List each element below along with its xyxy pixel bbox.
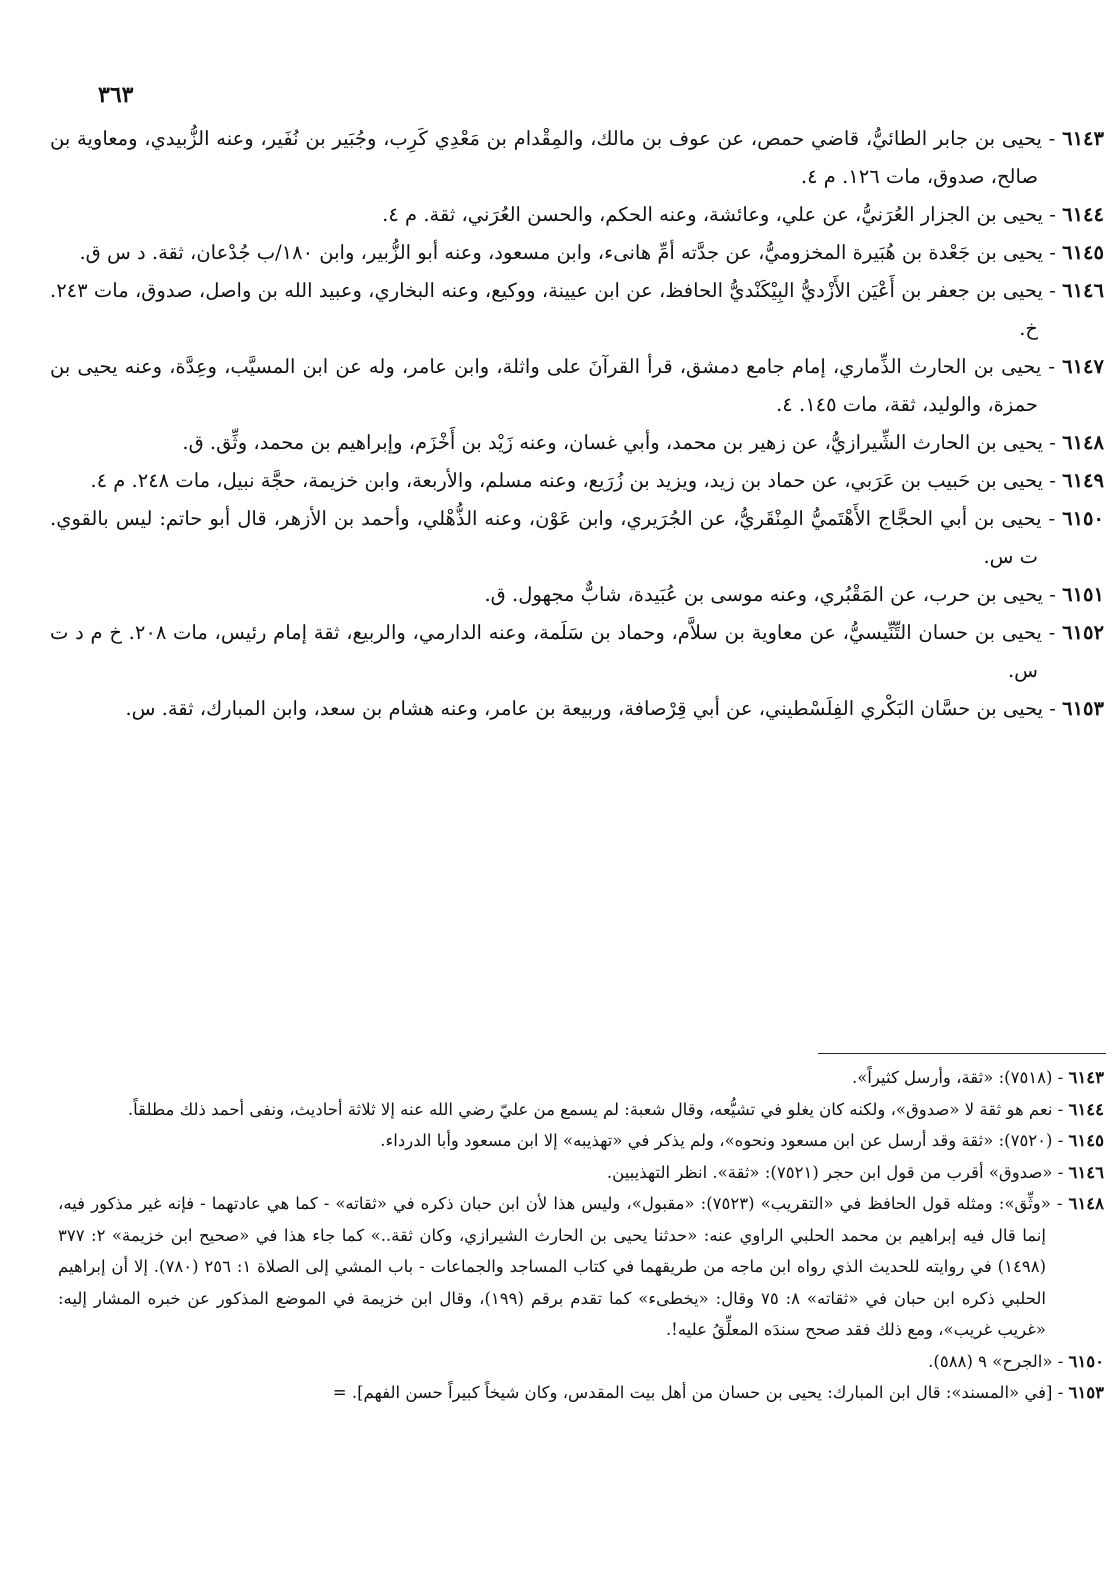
entry-number: ٦١٥١ xyxy=(1062,583,1104,606)
entry-number: ٦١٥٣ xyxy=(1062,697,1104,720)
entry-6145: ٦١٤٥ - يحيى بن جَعْدة بن هُبَيرة المخزوميُّ، عن جدَّته أمِّ هانىء، وابن مسعود، وعنه أبو الزُّبير، وابن ١٨٠/ب جُدْعان، ثقة. د س ق. xyxy=(79,241,1104,264)
entry-text: يحيى بن أبي الحجَّاج الأَهْتَميُّ المِنْقَريُّ، عن الجُرَيري، وابن عَوْن، وعنه الذُّهْلي، وأحمد بن الأزهر، قال أبو حاتم: ليس بالقوي. ت س. xyxy=(50,507,1042,568)
entry-text: يحيى بن حسَّان البَكْري الفِلَسْطيني، عن أبي قِرْصافة، وربيعة بن عامر، وعنه هشام بن سعد، وابن المبارك، ثقة. س. xyxy=(125,697,1044,720)
entry-number: ٦١٤٣ xyxy=(1062,127,1104,150)
entry-6153: ٦١٥٣ - يحيى بن حسَّان البَكْري الفِلَسْطيني، عن أبي قِرْصافة، وربيعة بن عامر، وعنه هشام بن سعد، وابن المبارك، ثقة. س. xyxy=(125,697,1104,720)
entry-6147: ٦١٤٧ - يحيى بن الحارث الذِّماري، إمام جامع دمشق، قرأ القرآنَ على واثلة، وابن عامر، وله عن ابن المسيَّب، وعِدَّة، وعنه يحيى بن حمزة، والوليد، ثقة، مات ١٤٥. ٤. xyxy=(50,355,1104,416)
entry-number: ٦١٤٦ xyxy=(1062,279,1104,302)
footnote-6153: ٦١٥٣ - [في «المسند»: قال ابن المبارك: يحيى بن حسان من أهل بيت المقدس، وكان شيخاً كبيراً حسن الفهم]. = xyxy=(332,1383,1104,1402)
entry-text: يحيى بن جعفر بن أَعْيَن الأَزْديُّ البِيْكَنْديُّ الحافظ، عن ابن عيينة، ووكيع، وعنه البخاري، وعبيد الله بن واصل، صدوق، مات ٢٤٣. خ. xyxy=(50,279,1043,340)
entry-6149: ٦١٤٩ - يحيى بن حَبيب بن عَرَبي، عن حماد بن زيد، ويزيد بن زُرَيع، وعنه مسلم، والأربعة، وابن خزيمة، حجَّة نبيل، مات ٢٤٨. م ٤. xyxy=(90,469,1104,492)
entry-number: ٦١٤٥ xyxy=(1062,241,1104,264)
entry-text: يحيى بن حَبيب بن عَرَبي، عن حماد بن زيد، ويزيد بن زُرَيع، وعنه مسلم، والأربعة، وابن خزيمة، حجَّة نبيل، مات ٢٤٨. م ٤. xyxy=(90,469,1044,492)
entry-number: ٦١٤٩ xyxy=(1062,469,1104,492)
footnote-number: ٦١٤٣ xyxy=(1068,1068,1104,1087)
footnotes xyxy=(58,1062,1104,1409)
footnote-6148: ٦١٤٨ - «وثِّق»: ومثله قول الحافظ في «التقريب» (٧٥٢٣): «مقبول»، وليس هذا لأن ابن حبان ذكره في «ثقاته» - كما هي عادتهما - فإنه غير مذكور فيه، إنما قال فيه إبراهيم بن محمد الحلبي الراوي عنه: «حدثنا يحيى بن الحارث الشيرازي، وكان ثقة..» كما جاء هذا في «صحيح ابن خزيمة» ٢: ٣٧٧ (١٤٩٨) في روايته للحديث الذي رواه ابن ماجه من طريقهما في كتاب المساجد والجماعات - باب المشي إلى الصلاة ١: ٢٥٦ (٧٨٠). إلا أن إبراهيم الحلبي ذكره ابن حبان في «ثقاته» ٨: ٧٥ وقال: «يخطىء» كما تقدم برقم (١٩٩)، وقال ابن خزيمة في الموضع المذكور عن خبره المشار إليه: «غريب غريب»، ومع ذلك فقد صحح سندَه المعلِّقُ عليه!. xyxy=(58,1194,1104,1339)
footnote-number: ٦١٤٥ xyxy=(1068,1131,1104,1150)
entry-6152: ٦١٥٢ - يحيى بن حسان التِّنِّيسيُّ، عن معاوية بن سلاَّم، وحماد بن سَلَمة، وعنه الدارمي، والربيع، ثقة إمام رئيس، مات ٢٠٨. خ م د ت س. xyxy=(50,621,1104,682)
entry-number: ٦١٤٤ xyxy=(1062,203,1104,226)
entry-number: ٦١٤٨ xyxy=(1062,431,1104,454)
entry-number: ٦١٥٢ xyxy=(1062,621,1104,644)
footnote-number: ٦١٥٠ xyxy=(1068,1351,1104,1371)
entry-text: يحيى بن الحارث الشِّيرازيُّ، عن زهير بن محمد، وأبي غسان، وعنه زَيْد بن أَخْزَم، وإبراهيم بن محمد، وثِّق. ق. xyxy=(182,431,1044,454)
footnote-text: (٧٥١٨): «ثقة، وأرسل كثيراً». xyxy=(851,1068,1053,1087)
entry-6144: ٦١٤٤ - يحيى بن الجزار العُرَنيُّ، عن علي، وعائشة، وعنه الحكم، والحسن العُرَني، ثقة. م ٤. xyxy=(382,203,1104,226)
entry-6146: ٦١٤٦ - يحيى بن جعفر بن أَعْيَن الأَزْديُّ البِيْكَنْديُّ الحافظ، عن ابن عيينة، ووكيع، وعنه البخاري، وعبيد الله بن واصل، صدوق، مات ٢٤٣. خ. xyxy=(50,279,1104,340)
entry-text: يحيى بن جابر الطائيُّ، قاضي حمص، عن عوف بن مالك، والمِقْدام بن مَعْدِي كَرِب، وجُبَير بن نُفَير، وعنه الزُّبيدي، ومعاوية بن صالح، صدوق، مات ١٢٦. م ٤. xyxy=(50,127,1042,188)
footnote-text: [في «المسند»: قال ابن المبارك: يحيى بن حسان من أهل بيت المقدس، وكان شيخاً كبيراً حسن الفهم]. = xyxy=(332,1383,1053,1402)
entry-text: يحيى بن الجزار العُرَنيُّ، عن علي، وعائشة، وعنه الحكم، والحسن العُرَني، ثقة. م ٤. xyxy=(382,203,1044,226)
footnote-text: «الجرح» ٩ (٥٨٨). xyxy=(928,1351,1053,1371)
footnote-text: «وثِّق»: ومثله قول الحافظ في «التقريب» (٧٥٢٣): «مقبول»، وليس هذا لأن ابن حبان ذكره في «ثقاته» - كما هي عادتهما - فإنه غير مذكور فيه، إنما قال فيه إبراهيم بن محمد الحلبي الراوي عنه: «حدثنا يحيى بن الحارث الشيرازي، وكان ثقة..» كما جاء هذا في «صحيح ابن خزيمة» ٢: ٣٧٧ (١٤٩٨) في روايته للحديث الذي رواه ابن ماجه من طريقهما في كتاب المساجد والجماعات - باب المشي إلى الصلاة ١: ٢٥٦ (٧٨٠). إلا أن إبراهيم الحلبي ذكره ابن حبان في «ثقاته» ٨: ٧٥ وقال: «يخطىء» كما تقدم برقم (١٩٩)، وقال ابن خزيمة في الموضع المذكور عن خبره المشار إليه: «غريب غريب»، ومع ذلك فقد صحح سندَه المعلِّقُ عليه!. xyxy=(58,1194,1051,1339)
footnote-number: ٦١٤٦ xyxy=(1068,1162,1104,1182)
entry-number: ٦١٥٠ xyxy=(1062,507,1104,530)
entry-6143: ٦١٤٣ - يحيى بن جابر الطائيُّ، قاضي حمص، عن عوف بن مالك، والمِقْدام بن مَعْدِي كَرِب، وجُبَير بن نُفَير، وعنه الزُّبيدي، ومعاوية بن صالح، صدوق، مات ١٢٦. م ٤. xyxy=(50,127,1104,188)
footnote-divider xyxy=(818,1053,1106,1054)
footnote-6145: ٦١٤٥ - (٧٥٢٠): «ثقة وقد أرسل عن ابن مسعود ونحوه»، ولم يذكر في «تهذيبه» إلا ابن مسعود وأبا الدرداء. xyxy=(380,1131,1104,1150)
main-text xyxy=(50,120,1104,728)
entry-text: يحيى بن جَعْدة بن هُبَيرة المخزوميُّ، عن جدَّته أمِّ هانىء، وابن مسعود، وعنه أبو الزُّبير، وابن ١٨٠/ب جُدْعان، ثقة. د س ق. xyxy=(79,241,1044,264)
entry-text: يحيى بن الحارث الذِّماري، إمام جامع دمشق، قرأ القرآنَ على واثلة، وابن عامر، وله عن ابن المسيَّب، وعِدَّة، وعنه يحيى بن حمزة، والوليد، ثقة، مات ١٤٥. ٤. xyxy=(50,355,1042,416)
footnote-text: نعم هو ثقة لا «صدوق»، ولكنه كان يغلو في تشيُّعه، وقال شعبة: لم يسمع من عليّ رضي الله عنه إلا ثلاثة أحاديث، ونفى أحمد ذلك مطلقاً. xyxy=(127,1099,1053,1119)
footnote-number: ٦١٤٤ xyxy=(1068,1099,1104,1119)
entry-text: يحيى بن حسان التِّنِّيسيُّ، عن معاوية بن سلاَّم، وحماد بن سَلَمة، وعنه الدارمي، والربيع، ثقة إمام رئيس، مات ٢٠٨. خ م د ت س. xyxy=(50,621,1042,682)
entry-6150: ٦١٥٠ - يحيى بن أبي الحجَّاج الأَهْتَميُّ المِنْقَريُّ، عن الجُرَيري، وابن عَوْن، وعنه الذُّهْلي، وأحمد بن الأزهر، قال أبو حاتم: ليس بالقوي. ت س. xyxy=(50,507,1104,568)
footnote-text: «صدوق» أقرب من قول ابن حجر (٧٥٢١): «ثقة». انظر التهذيبين. xyxy=(606,1162,1053,1182)
page-number: ٣٦٣ xyxy=(98,82,134,108)
footnote-text: (٧٥٢٠): «ثقة وقد أرسل عن ابن مسعود ونحوه»، ولم يذكر في «تهذيبه» إلا ابن مسعود وأبا الدرداء. xyxy=(380,1131,1053,1150)
entry-6151: ٦١٥١ - يحيى بن حرب، عن المَقْبُري، وعنه موسى بن عُبَيدة، شابٌّ مجهول. ق. xyxy=(484,583,1104,606)
footnote-6146: ٦١٤٦ - «صدوق» أقرب من قول ابن حجر (٧٥٢١): «ثقة». انظر التهذيبين. xyxy=(606,1162,1104,1182)
footnote-6150: ٦١٥٠ - «الجرح» ٩ (٥٨٨). xyxy=(928,1351,1104,1371)
entry-text: يحيى بن حرب، عن المَقْبُري، وعنه موسى بن عُبَيدة، شابٌّ مجهول. ق. xyxy=(484,583,1044,606)
footnote-6143: ٦١٤٣ - (٧٥١٨): «ثقة، وأرسل كثيراً». xyxy=(851,1068,1104,1087)
footnote-number: ٦١٤٨ xyxy=(1068,1194,1104,1213)
footnote-number: ٦١٥٣ xyxy=(1068,1383,1104,1402)
footnote-6144: ٦١٤٤ - نعم هو ثقة لا «صدوق»، ولكنه كان يغلو في تشيُّعه، وقال شعبة: لم يسمع من عليّ رضي الله عنه إلا ثلاثة أحاديث، ونفى أحمد ذلك مطلقاً. xyxy=(127,1099,1104,1119)
entry-number: ٦١٤٧ xyxy=(1062,355,1104,378)
entry-6148: ٦١٤٨ - يحيى بن الحارث الشِّيرازيُّ، عن زهير بن محمد، وأبي غسان، وعنه زَيْد بن أَخْزَم، وإبراهيم بن محمد، وثِّق. ق. xyxy=(182,431,1104,454)
